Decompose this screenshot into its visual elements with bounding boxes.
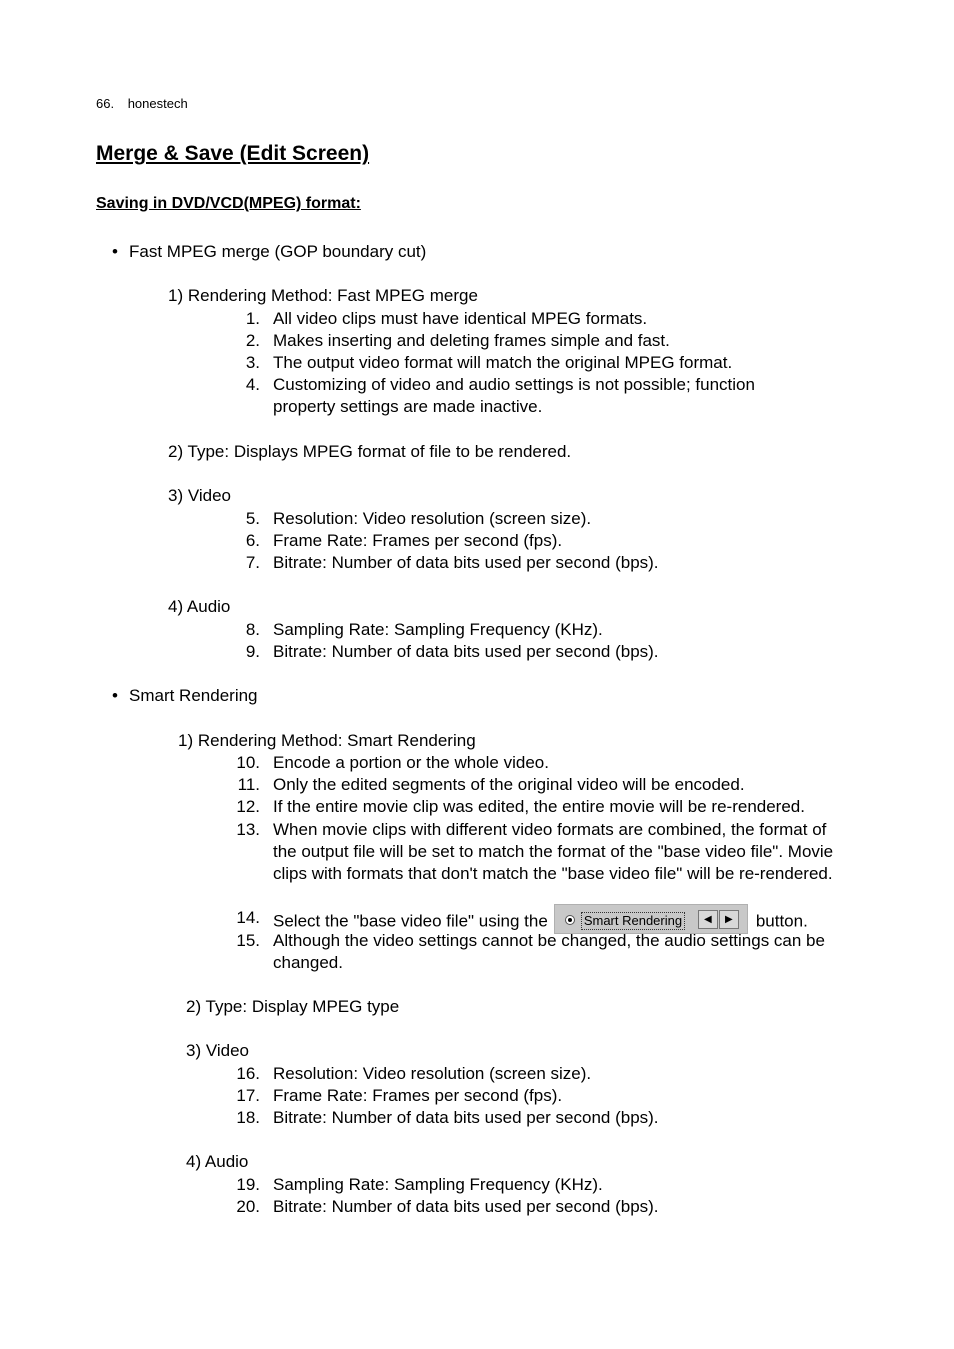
list-item — [230, 819, 870, 885]
list-item — [230, 308, 870, 330]
list-item — [230, 796, 870, 818]
list-item — [230, 374, 870, 418]
item-text: Bitrate: Number of data bits used per second (bps). — [273, 1108, 659, 1127]
item-number: 2. — [245, 331, 260, 350]
item-text: Encode a portion or the whole video. — [273, 753, 549, 772]
item-number: 16. — [236, 1064, 260, 1083]
list-item — [230, 1107, 870, 1129]
item-number: 3. — [245, 353, 260, 372]
section-subtitle: Saving in DVD/VCD(MPEG) format: — [96, 195, 361, 212]
list-item — [230, 352, 870, 374]
list-item — [230, 530, 870, 552]
item-text: Bitrate: Number of data bits used per second (bps). — [273, 642, 659, 661]
bullet-dot: • — [112, 686, 118, 705]
item-number: 18. — [236, 1108, 260, 1127]
arrow-right-icon[interactable]: ▶ — [719, 910, 739, 929]
list-item — [230, 619, 870, 641]
item-text: Although the video settings cannot be changed, the audio settings can be changed. — [273, 931, 825, 972]
item-number: 11. — [237, 775, 260, 794]
item-text: If the entire movie clip was edited, the entire movie will be re-rendered. — [273, 797, 805, 816]
list-item — [230, 752, 870, 774]
bullet-label: Smart Rendering — [129, 686, 258, 705]
part-heading: 3) Video — [168, 486, 232, 505]
part-heading: 1) Rendering Method: Fast MPEG merge — [168, 286, 478, 305]
item-number: 7. — [245, 553, 260, 572]
item-number: 20. — [236, 1197, 260, 1216]
item-text: Bitrate: Number of data bits used per second (bps). — [273, 1197, 659, 1216]
bullet-smart-rendering — [112, 685, 258, 707]
item-text: Bitrate: Number of data bits used per second (bps). — [273, 553, 659, 572]
item-number: 6. — [245, 531, 260, 550]
item-text: Frame Rate: Frames per second (fps). — [273, 1086, 563, 1105]
item-number: 9. — [245, 642, 260, 661]
part-heading: 4) Audio — [168, 597, 231, 616]
page-number: 66. — [96, 96, 115, 111]
part-heading: 1) Rendering Method: Smart Rendering — [178, 731, 476, 750]
bullet-label: Fast MPEG merge (GOP boundary cut) — [129, 242, 427, 261]
part-heading: 2) Type: Displays MPEG format of file to be rendered. — [168, 442, 572, 461]
item-number: 1. — [245, 309, 260, 328]
item-text: Frame Rate: Frames per second (fps). — [273, 531, 563, 550]
part-heading: 4) Audio — [186, 1152, 249, 1171]
list-item — [230, 330, 870, 352]
item-number: 17. — [236, 1086, 260, 1105]
arrow-left-icon[interactable]: ◀ — [698, 910, 718, 929]
bullet-fast-mpeg-merge — [112, 241, 426, 263]
part-heading: 3) Video — [186, 1041, 250, 1060]
page-header — [96, 96, 188, 111]
list-item — [230, 1196, 870, 1218]
item-text: Resolution: Video resolution (screen size). — [273, 509, 592, 528]
item-number: 10. — [236, 753, 260, 772]
item-text: The output video format will match the original MPEG format. — [273, 353, 733, 372]
list-item — [230, 774, 870, 796]
item-number: 19. — [236, 1175, 260, 1194]
item-text: All video clips must have identical MPEG formats. — [273, 309, 648, 328]
list-item — [230, 1085, 870, 1107]
item-text: Select the "base video file" using the — [273, 911, 548, 931]
list-item — [230, 930, 870, 974]
item-text: Resolution: Video resolution (screen size). — [273, 1064, 592, 1083]
item-text: Customizing of video and audio settings is not possible; function property settings are made inactive. — [273, 375, 755, 416]
radio-selected-icon[interactable] — [565, 915, 575, 925]
smart-rendering-label: Smart Rendering — [581, 912, 685, 930]
item-text: Makes inserting and deleting frames simple and fast. — [273, 331, 670, 350]
item-text: Sampling Rate: Sampling Frequency (KHz). — [273, 620, 603, 639]
item-number: 8. — [245, 620, 260, 639]
brand-name: honestech — [127, 96, 188, 111]
item-text: When movie clips with different video formats are combined, the format of the output file will be set to match the format of the "base video file". Movie clips with formats that don't match the "base video file" will be re-rendered. — [273, 820, 834, 883]
item-number: 15. — [236, 931, 260, 950]
item-text-suffix: button. — [755, 911, 808, 931]
part-heading: 2) Type: Display MPEG type — [186, 997, 400, 1016]
page-title: Merge & Save (Edit Screen) — [96, 142, 370, 165]
list-item — [230, 641, 870, 663]
item-text: Sampling Rate: Sampling Frequency (KHz). — [273, 1175, 603, 1194]
item-text: Only the edited segments of the original video will be encoded. — [273, 775, 745, 794]
item-number: 13. — [236, 820, 260, 839]
list-item — [230, 1174, 870, 1196]
item-number: 12. — [236, 797, 260, 816]
item-number: 4. — [245, 375, 260, 394]
list-item — [230, 552, 870, 574]
item-number: 5. — [245, 509, 260, 528]
list-item — [230, 1063, 870, 1085]
item-number: 14. — [236, 908, 260, 927]
bullet-dot: • — [112, 242, 118, 261]
list-item — [230, 508, 870, 530]
